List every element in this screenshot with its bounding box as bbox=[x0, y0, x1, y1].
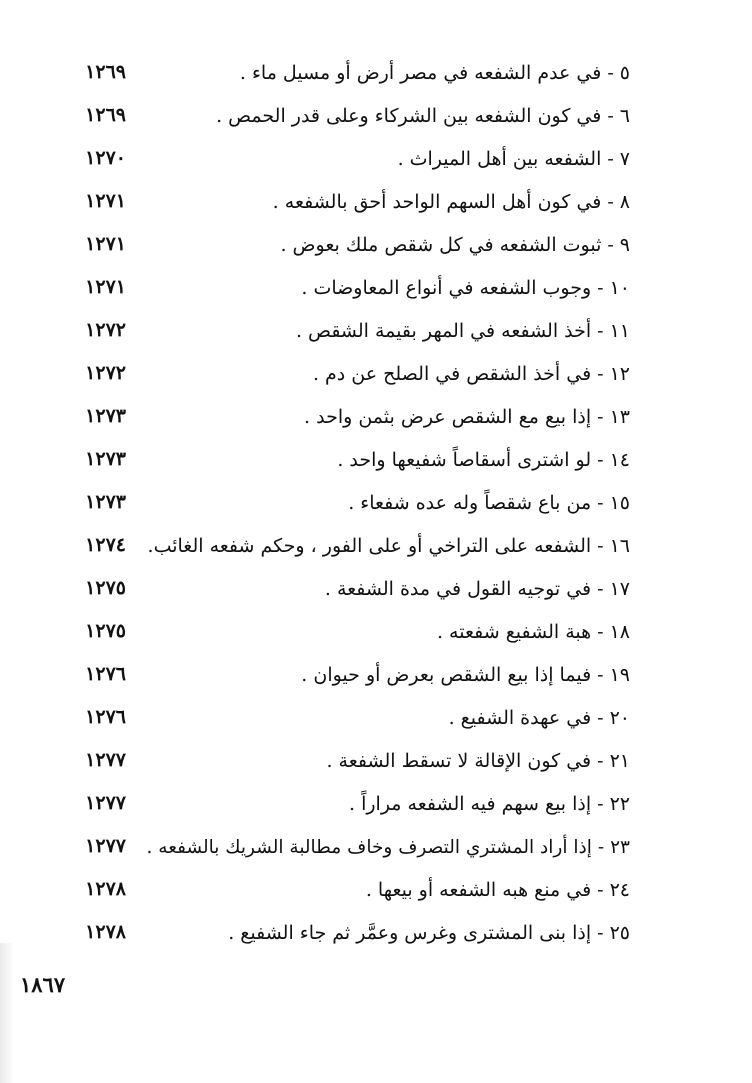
toc-entry bbox=[228, 912, 630, 955]
entry-page-number: ١٢٧٧ bbox=[85, 749, 126, 771]
entry-page-number: ١٢٧٨ bbox=[85, 921, 126, 943]
entry-dash: - bbox=[597, 793, 604, 815]
toc-row bbox=[0, 783, 752, 826]
toc-row bbox=[0, 482, 752, 525]
entry-dash: - bbox=[597, 837, 605, 858]
scan-edge-shadow bbox=[0, 943, 14, 1083]
toc-row bbox=[0, 439, 752, 482]
toc-row bbox=[0, 740, 752, 783]
toc-row bbox=[0, 611, 752, 654]
entry-dash: - bbox=[597, 406, 604, 428]
entry-number: ٨ bbox=[619, 191, 630, 213]
entry-page-number: ١٢٧٠ bbox=[85, 147, 126, 169]
toc-row bbox=[0, 568, 752, 611]
entry-page-number: ١٢٧٣ bbox=[85, 491, 126, 513]
entry-dash: - bbox=[597, 750, 604, 772]
entry-dash: - bbox=[597, 492, 604, 514]
entry-title: في عدم الشفعه في مصر أرض أو مسيل ماء . bbox=[239, 62, 602, 84]
entry-dash: - bbox=[597, 363, 604, 385]
entry-page-number: ١٢٧٥ bbox=[85, 577, 126, 599]
entry-number: ١٠ bbox=[609, 277, 630, 299]
entry-number: ١٨ bbox=[609, 621, 630, 643]
entry-page-number: ١٢٧١ bbox=[85, 190, 126, 212]
entry-title: أخذ الشفعه في المهر بقيمة الشقص . bbox=[295, 320, 592, 342]
entry-dash: - bbox=[597, 879, 604, 901]
entry-number: ١٢ bbox=[609, 363, 630, 385]
toc-entry bbox=[304, 396, 630, 439]
toc-entry bbox=[437, 611, 630, 654]
toc-row bbox=[0, 525, 752, 568]
toc-row bbox=[0, 52, 752, 95]
entry-number: ١٤ bbox=[609, 449, 630, 471]
toc-row bbox=[0, 353, 752, 396]
toc-row bbox=[0, 697, 752, 740]
toc-entry bbox=[398, 138, 630, 181]
toc-row bbox=[0, 396, 752, 439]
entry-dash: - bbox=[597, 707, 604, 729]
toc-row bbox=[0, 95, 752, 138]
entry-title: الشفعه بين أهل الميراث . bbox=[397, 148, 602, 170]
entry-title: وجوب الشفعه في أنواع المعاوضات . bbox=[301, 277, 592, 299]
entry-dash: - bbox=[597, 449, 604, 471]
entry-page-number: ١٢٦٩ bbox=[85, 104, 126, 126]
entry-page-number: ١٢٧١ bbox=[85, 233, 126, 255]
toc-entry bbox=[296, 310, 630, 353]
toc-entry bbox=[240, 52, 630, 95]
entry-title: لو اشترى أسقاصاً شفيعها واحد . bbox=[337, 449, 592, 471]
entry-dash: - bbox=[597, 320, 604, 342]
toc-entry bbox=[280, 224, 630, 267]
entry-title: هبة الشفيع شفعته . bbox=[436, 621, 592, 643]
entry-page-number: ١٢٧٣ bbox=[85, 405, 126, 427]
entry-number: ١١ bbox=[609, 320, 630, 342]
toc-entry bbox=[273, 181, 630, 224]
entry-dash: - bbox=[607, 234, 614, 256]
entry-dash: - bbox=[607, 191, 614, 213]
toc-row bbox=[0, 869, 752, 912]
entry-dash: - bbox=[597, 535, 604, 557]
entry-title: إذا بيع مع الشقص عرض بثمن واحد . bbox=[304, 406, 592, 428]
entry-page-number: ١٢٧٢ bbox=[85, 362, 126, 384]
entry-page-number: ١٢٧٦ bbox=[85, 706, 126, 728]
entry-title: في توجيه القول في مدة الشفعة . bbox=[324, 578, 592, 600]
entry-title: فيما إذا بيع الشقص بعرض أو حيوان . bbox=[301, 664, 592, 686]
entry-number: ٢١ bbox=[609, 750, 630, 772]
toc-row bbox=[0, 654, 752, 697]
toc-row bbox=[0, 826, 752, 869]
entry-title: ثبوت الشفعه في كل شقص ملك بعوض . bbox=[280, 234, 602, 256]
entry-dash: - bbox=[597, 277, 604, 299]
entry-number: ٢٤ bbox=[609, 879, 630, 901]
toc-row bbox=[0, 138, 752, 181]
toc-row bbox=[0, 310, 752, 353]
toc-row bbox=[0, 267, 752, 310]
toc-entry bbox=[449, 697, 630, 740]
entry-dash: - bbox=[597, 578, 604, 600]
entry-number: ٢٣ bbox=[610, 837, 630, 858]
entry-title: من باع شقصاً وله عده شفعاء . bbox=[348, 492, 592, 514]
entry-number: ٢٠ bbox=[609, 707, 630, 729]
entry-number: ٥ bbox=[619, 62, 630, 84]
toc-entry bbox=[216, 95, 630, 138]
entry-page-number: ١٢٧٧ bbox=[85, 835, 126, 857]
toc-row bbox=[0, 912, 752, 955]
toc-entry bbox=[148, 525, 630, 568]
entry-page-number: ١٢٧٤ bbox=[85, 534, 126, 556]
entry-number: ٦ bbox=[619, 105, 630, 127]
entry-title: في كون الشفعه بين الشركاء وعلى قدر الحمص . bbox=[216, 105, 602, 127]
toc-entry bbox=[326, 740, 630, 783]
entry-dash: - bbox=[597, 664, 604, 686]
toc-row bbox=[0, 224, 752, 267]
entry-number: ١٦ bbox=[609, 535, 630, 557]
toc-entry bbox=[301, 654, 630, 697]
entry-page-number: ١٢٧٦ bbox=[85, 663, 126, 685]
toc-entry bbox=[147, 826, 630, 869]
entry-number: ٢٢ bbox=[609, 793, 630, 815]
entry-number: ١٥ bbox=[609, 492, 630, 514]
entry-number: ١٣ bbox=[609, 406, 630, 428]
toc-row bbox=[0, 181, 752, 224]
entry-page-number: ١٢٧١ bbox=[85, 276, 126, 298]
toc-entry bbox=[348, 482, 630, 525]
table-of-contents bbox=[0, 52, 752, 955]
toc-entry bbox=[366, 869, 630, 912]
toc-entry bbox=[325, 568, 630, 611]
page-number: ١٨٦٧ bbox=[20, 972, 66, 997]
toc-entry bbox=[301, 267, 630, 310]
entry-dash: - bbox=[607, 148, 614, 170]
entry-title: في كون الإقالة لا تسقط الشفعة . bbox=[326, 750, 592, 772]
entry-title: إذا بنى المشترى وغرس وعمَّر ثم جاء الشفيع . bbox=[228, 922, 592, 944]
entry-dash: - bbox=[607, 62, 614, 84]
entry-title: إذا بيع سهم فيه الشفعه مراراً . bbox=[349, 793, 592, 815]
toc-entry bbox=[349, 783, 630, 826]
entry-dash: - bbox=[597, 922, 604, 944]
toc-entry bbox=[313, 353, 630, 396]
entry-title: إذا أراد المشتري التصرف وخاف مطالبة الشريك بالشفعه . bbox=[146, 837, 592, 858]
entry-dash: - bbox=[607, 105, 614, 127]
entry-page-number: ١٢٧٧ bbox=[85, 792, 126, 814]
entry-page-number: ١٢٦٩ bbox=[85, 61, 126, 83]
entry-title: في منع هبه الشفعه أو بيعها . bbox=[365, 879, 592, 901]
entry-dash: - bbox=[597, 621, 604, 643]
entry-title: في كون أهل السهم الواحد أحق بالشفعه . bbox=[272, 191, 602, 213]
entry-number: ٧ bbox=[619, 148, 630, 170]
toc-entry bbox=[337, 439, 630, 482]
entry-page-number: ١٢٧٥ bbox=[85, 620, 126, 642]
entry-number: ٢٥ bbox=[609, 922, 630, 944]
entry-page-number: ١٢٧٣ bbox=[85, 448, 126, 470]
entry-number: ١٩ bbox=[609, 664, 630, 686]
entry-page-number: ١٢٧٨ bbox=[85, 878, 126, 900]
entry-title: في أخذ الشقص في الصلح عن دم . bbox=[312, 363, 592, 385]
entry-number: ١٧ bbox=[609, 578, 630, 600]
entry-title: الشفعه على التراخي أو على الفور ، وحكم شفعه الغائب. bbox=[147, 535, 592, 557]
entry-page-number: ١٢٧٢ bbox=[85, 319, 126, 341]
entry-title: في عهدة الشفيع . bbox=[448, 707, 592, 729]
entry-number: ٩ bbox=[619, 234, 630, 256]
